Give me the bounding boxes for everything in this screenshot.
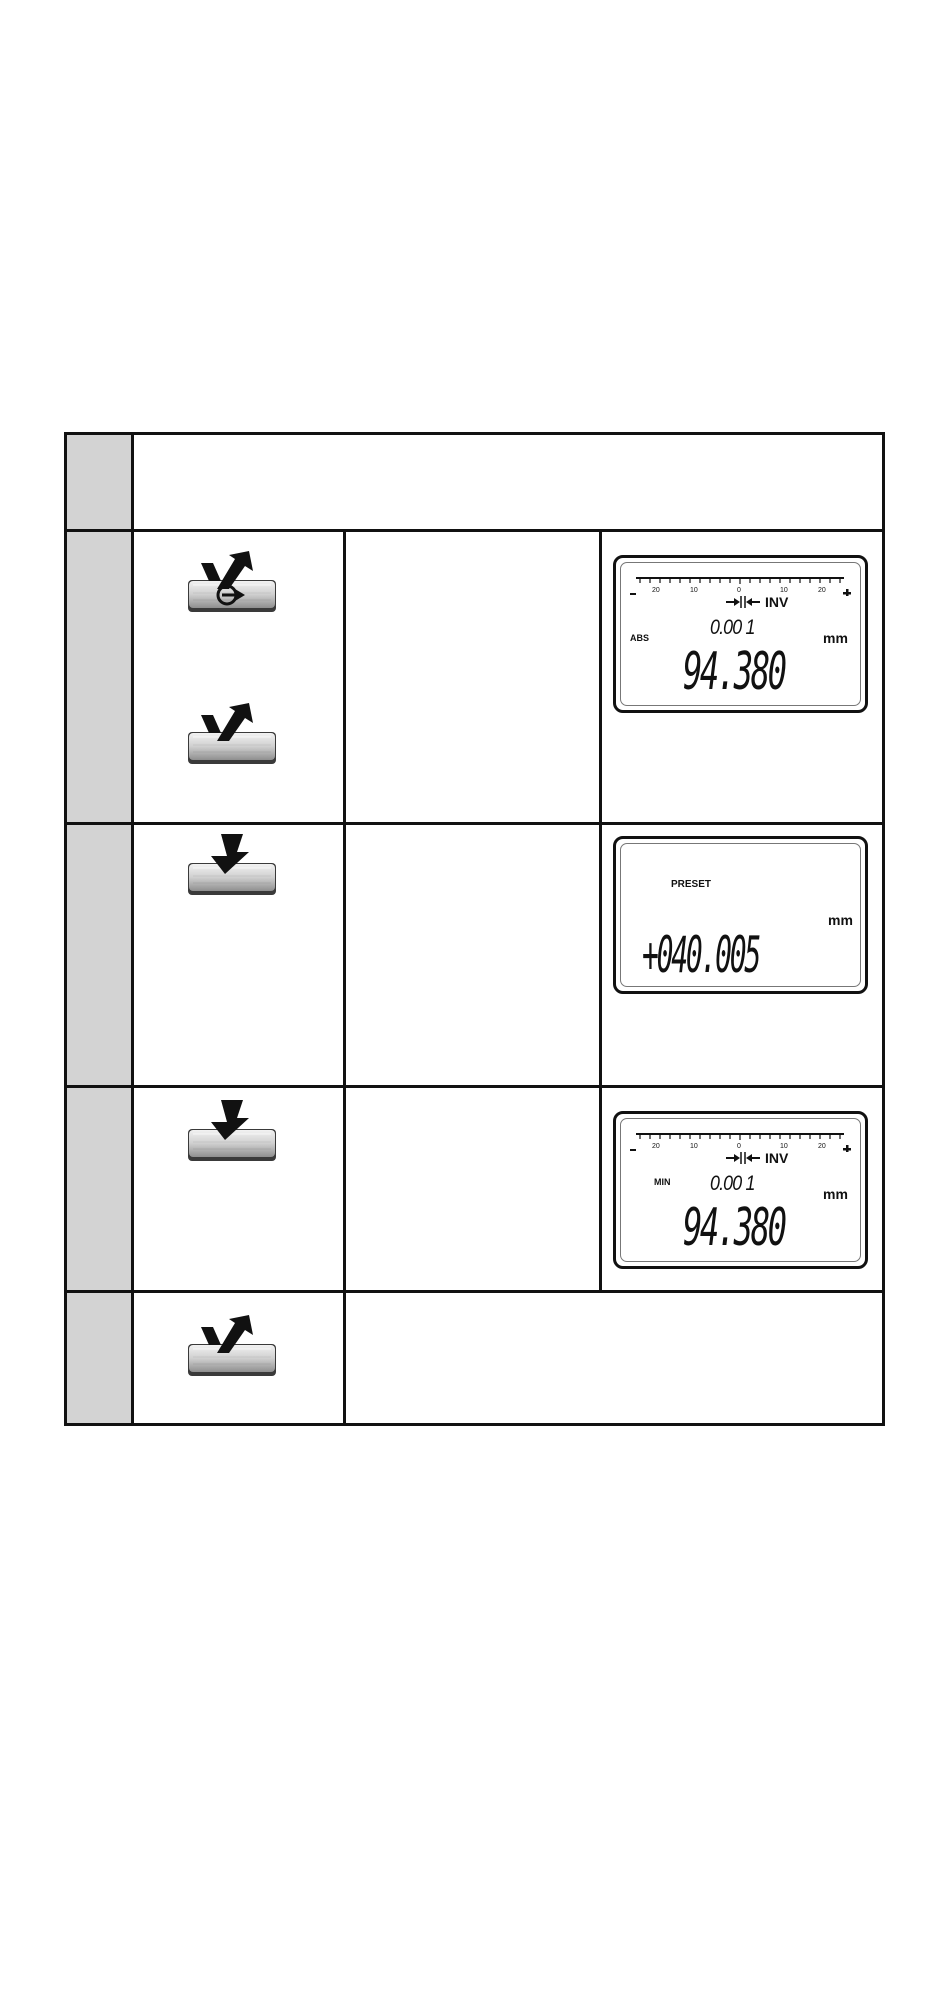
key-release-icon bbox=[187, 1313, 279, 1379]
procedure-table bbox=[64, 432, 885, 1426]
preset-value-readout: +040.005 bbox=[642, 926, 759, 984]
key-press-icon bbox=[187, 832, 279, 898]
key-release-icon bbox=[187, 701, 279, 767]
svg-text:20: 20 bbox=[818, 1143, 826, 1150]
inv-indicator: INV bbox=[765, 594, 789, 610]
preset-indicator: PRESET bbox=[671, 879, 712, 890]
key-release-power-icon bbox=[187, 549, 279, 615]
svg-text:20: 20 bbox=[652, 1143, 660, 1150]
tolerance-arrows-icon bbox=[724, 1151, 762, 1165]
row-divider bbox=[67, 1290, 882, 1293]
analog-scale-bar bbox=[628, 1128, 852, 1152]
svg-text:10: 10 bbox=[690, 587, 698, 594]
unit-label: mm bbox=[823, 630, 848, 646]
lcd-display-abs bbox=[613, 555, 868, 713]
lcd-display-preset bbox=[613, 836, 868, 994]
mode-indicator: ABS bbox=[630, 633, 650, 643]
row-divider bbox=[67, 822, 882, 825]
svg-text:10: 10 bbox=[780, 587, 788, 594]
svg-text:10: 10 bbox=[780, 1143, 788, 1150]
analog-scale-bar bbox=[628, 572, 852, 596]
svg-text:20: 20 bbox=[818, 587, 826, 594]
key-press-icon bbox=[187, 1098, 279, 1164]
main-readout: 94.380 bbox=[683, 642, 785, 702]
column-divider bbox=[343, 529, 346, 1426]
svg-text:0: 0 bbox=[737, 587, 741, 594]
svg-text:10: 10 bbox=[690, 1143, 698, 1150]
step-number-column bbox=[67, 435, 134, 1423]
tolerance-arrows-icon bbox=[724, 595, 762, 609]
resolution-readout: 0.00 1 bbox=[710, 616, 755, 639]
mode-indicator: MIN bbox=[654, 1177, 671, 1187]
row-divider bbox=[67, 529, 882, 532]
unit-label: mm bbox=[823, 1186, 848, 1202]
resolution-readout: 0.00 1 bbox=[710, 1172, 755, 1195]
svg-text:0: 0 bbox=[737, 1143, 741, 1150]
lcd-display-min bbox=[613, 1111, 868, 1269]
unit-label: mm bbox=[828, 912, 853, 928]
column-divider bbox=[599, 529, 602, 1293]
inv-indicator: INV bbox=[765, 1150, 789, 1166]
main-readout: 94.380 bbox=[683, 1198, 785, 1258]
svg-text:20: 20 bbox=[652, 587, 660, 594]
row-divider bbox=[67, 1085, 882, 1088]
